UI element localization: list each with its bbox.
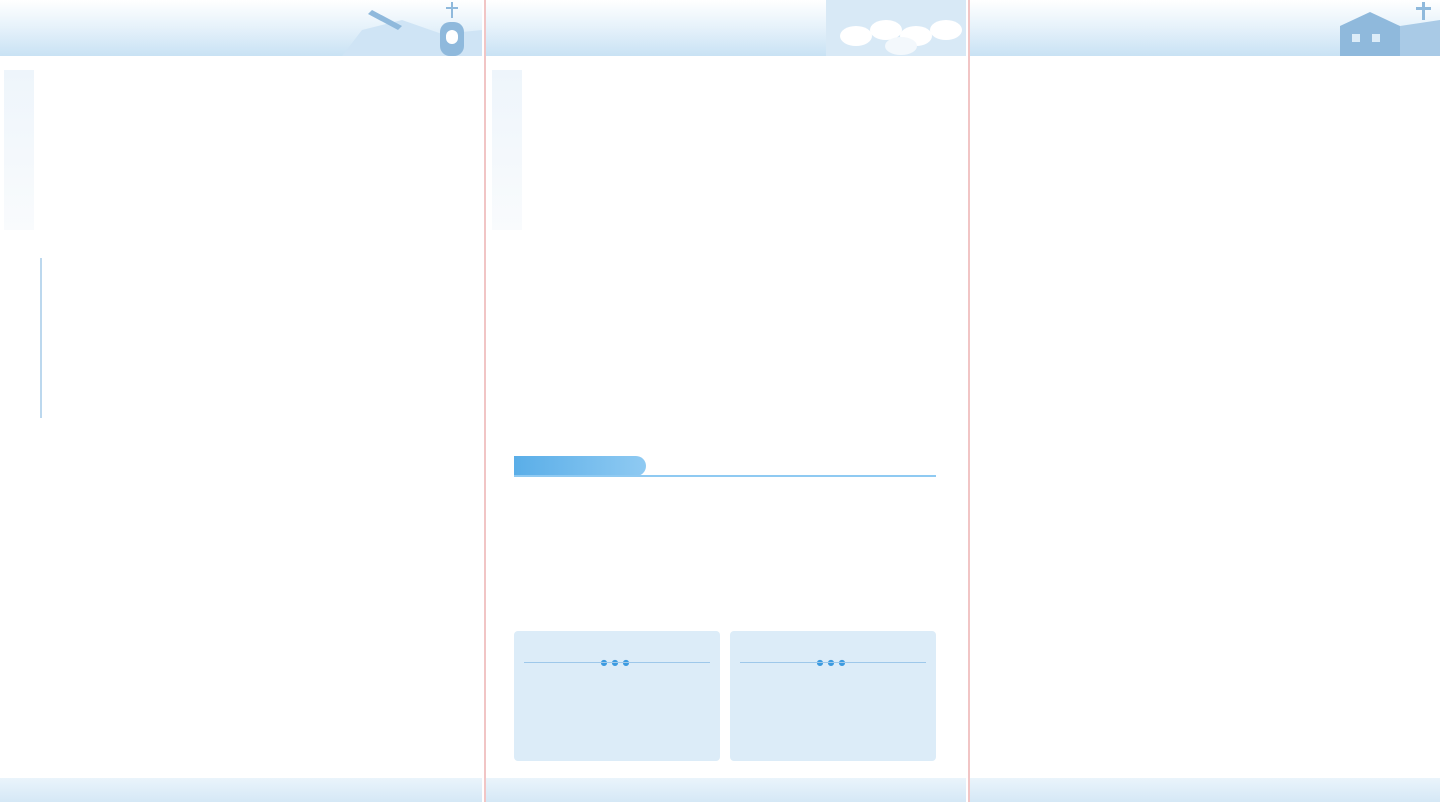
afternoon-header bbox=[486, 0, 966, 56]
decorative-stripe bbox=[4, 70, 34, 230]
building-illustration-icon bbox=[1300, 0, 1440, 56]
friday-prayer-box bbox=[730, 631, 936, 761]
morning-header bbox=[0, 0, 482, 56]
decorative-stripe bbox=[492, 70, 522, 230]
sermon-panel bbox=[968, 0, 1440, 802]
sermon-footer-verse bbox=[970, 778, 1440, 802]
wednesday-heading-rule bbox=[514, 475, 936, 477]
church-illustration-icon bbox=[342, 0, 482, 56]
dots-icon: ●●● bbox=[816, 658, 850, 667]
box-divider bbox=[524, 662, 710, 663]
sheep-illustration-icon bbox=[826, 0, 966, 56]
morning-service-panel bbox=[0, 0, 482, 802]
afternoon-service-panel bbox=[484, 0, 966, 802]
dawn-prayer-box bbox=[514, 631, 720, 761]
dots-icon: ●●● bbox=[600, 658, 634, 667]
sermon-header bbox=[970, 0, 1440, 56]
box-divider bbox=[740, 662, 926, 663]
decorative-line bbox=[40, 258, 42, 418]
wednesday-service-heading bbox=[514, 456, 646, 476]
morning-footer-verse bbox=[0, 778, 482, 802]
afternoon-footer-verse bbox=[486, 778, 966, 802]
